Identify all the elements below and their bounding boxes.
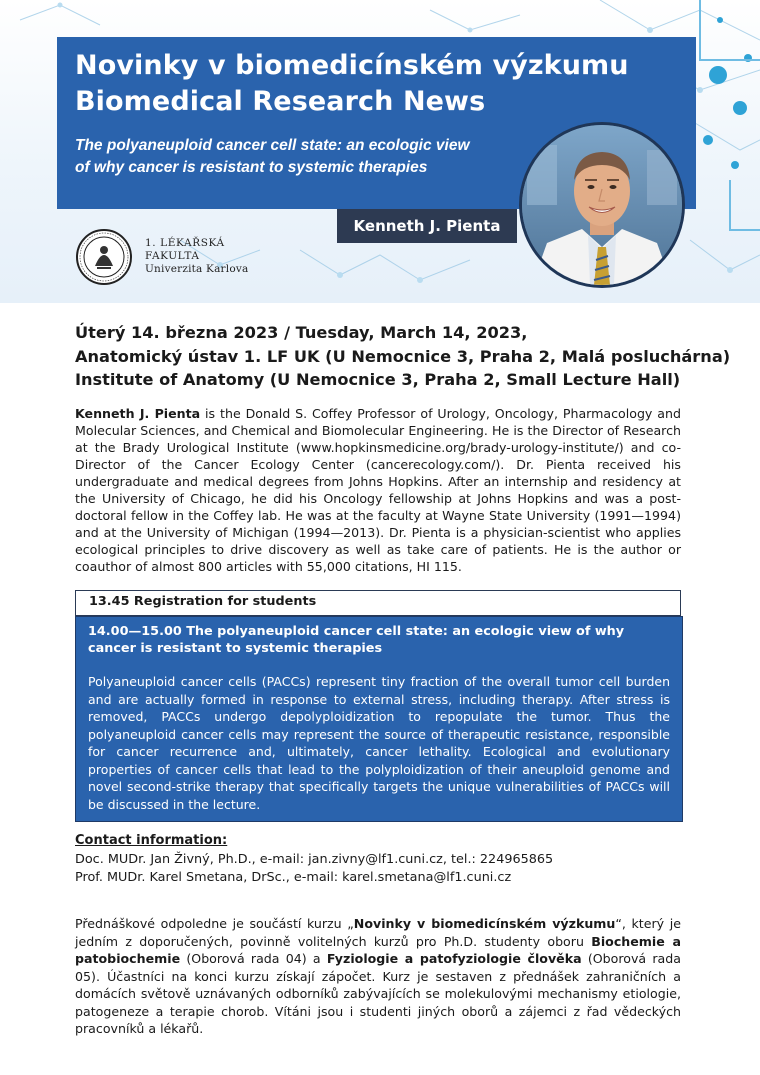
lecture-box <box>75 616 683 822</box>
lecture-abstract: Polyaneuploid cancer cells (PACCs) represent tiny fraction of the overall tumor cell burden and are actually formed in response to external stress, including therapy. After stress is removed, PACCs undergo depolyploidization to repopulate the tumor. Thus the polyaneuploid cancer cells may represent the source of therapeutic resistance, responsible for cancer recurrence and, ultimately, cancer lethality. Ecological and evolutionary properties of cancer cells that lead to the polyploidization of their aneuploid genome and novel second-strike therapy that specifically targets the unique vulnerabilities of PACCs will be discussed in the lecture. <box>88 674 670 812</box>
registration-text: 13.45 Registration for students <box>89 594 317 609</box>
course-text-1: Přednáškové odpoledne je součástí kurzu „ <box>75 916 354 931</box>
bio-speaker-name: Kenneth J. Pienta <box>75 406 201 421</box>
speaker-bio <box>75 405 681 575</box>
contact-heading: Contact information: <box>75 833 228 848</box>
contact-line-1: Doc. MUDr. Jan Živný, Ph.D., e-mail: jan.zivny@lf1.cuni.cz, tel.: 224965865 <box>75 852 554 867</box>
logo-text-line-2: FAKULTA <box>145 250 200 262</box>
logo-text-line-3: Univerzita Karlova <box>145 263 249 275</box>
lecture-title-line-1: The polyaneuploid cancer cell state: an ecologic view <box>75 137 470 154</box>
contact-line-2: Prof. MUDr. Karel Smetana, DrSc., e-mail: karel.smetana@lf1.cuni.cz <box>75 870 512 885</box>
lecture-time-title: 14.00—15.00 The polyaneuploid cancer cell state: an ecologic view of why cancer is resistant to systemic therapies <box>88 624 625 656</box>
course-name: Novinky v biomedicínském výzkumu <box>353 916 616 931</box>
registration-box <box>75 590 681 616</box>
logo-text-line-1: 1. LÉKAŘSKÁ <box>145 237 225 249</box>
program-physiology: Fyziologie a patofyziologie člověka <box>326 951 582 966</box>
course-text-3: (Oborová rada 04) a <box>180 951 327 966</box>
lecture-title-line-2: of why cancer is resistant to systemic therapies <box>75 159 428 176</box>
header-banner <box>0 0 760 303</box>
program-biochemistry: Biochemie a patobiochemie <box>75 933 682 966</box>
event-venue-english: Institute of Anatomy (U Nemocnice 3, Praha 2, Small Lecture Hall) <box>75 370 681 389</box>
event-date: Úterý 14. března 2023 / Tuesday, March 14, 2023, <box>75 323 528 342</box>
series-title-czech: Novinky v biomedicínském výzkumu <box>75 50 629 81</box>
bio-text: is the Donald S. Coffey Professor of Urology, Oncology, Pharmacology and Molecular Sciences, and Chemical and Biomolecular Engineering. He is the Director of Research at the Brady Urological Institute (www.hopkinsmedicine.org/brady-urology-institute/) and co-Director of the Cancer Ecology Center (cancerecology.com/). Dr. Pienta received his undergraduate and medical degrees from Johns Hopkins. After an internship and residency at the University of Chicago, he did his Oncology fellowship at Johns Hopkins and was a post-doctoral fellow in the Coffey lab. He was at the faculty at Wayne State University (1991—1994) and at the University of Michigan (1994—2013). Dr. Pienta is a physician-scientist who applies ecological principles to drive discovery as well as take care of patients. He is the author or coauthor of almost 800 articles with 55,000 citations, HI 115. <box>75 406 681 574</box>
course-info-paragraph <box>75 915 681 1038</box>
course-text-2: “, který je jedním z doporučených, povinně volitelných kurzů pro Ph.D. studenty oboru <box>75 916 681 949</box>
course-text-4: (Oborová rada 05). Účastníci na konci kurzu získají zápočet. Kurz je sestaven z přednášek zahraničních a domácích světově uznávaných odborníků zabývajících se molekulovými mechanismy etiologie, patogeneze a terapie chorob. Vítáni jsou i studenti jiných oborů a zájemci z řad vědeckých pracovníků a lékařů. <box>75 951 681 1036</box>
speaker-name-bar: Kenneth J. Pienta <box>337 209 517 243</box>
faculty-seal-logo <box>75 228 133 290</box>
series-title-english: Biomedical Research News <box>75 86 486 117</box>
speaker-portrait <box>519 122 685 288</box>
event-venue-czech: Anatomický ústav 1. LF UK (U Nemocnice 3, Praha 2, Malá posluchárna) <box>75 347 731 366</box>
